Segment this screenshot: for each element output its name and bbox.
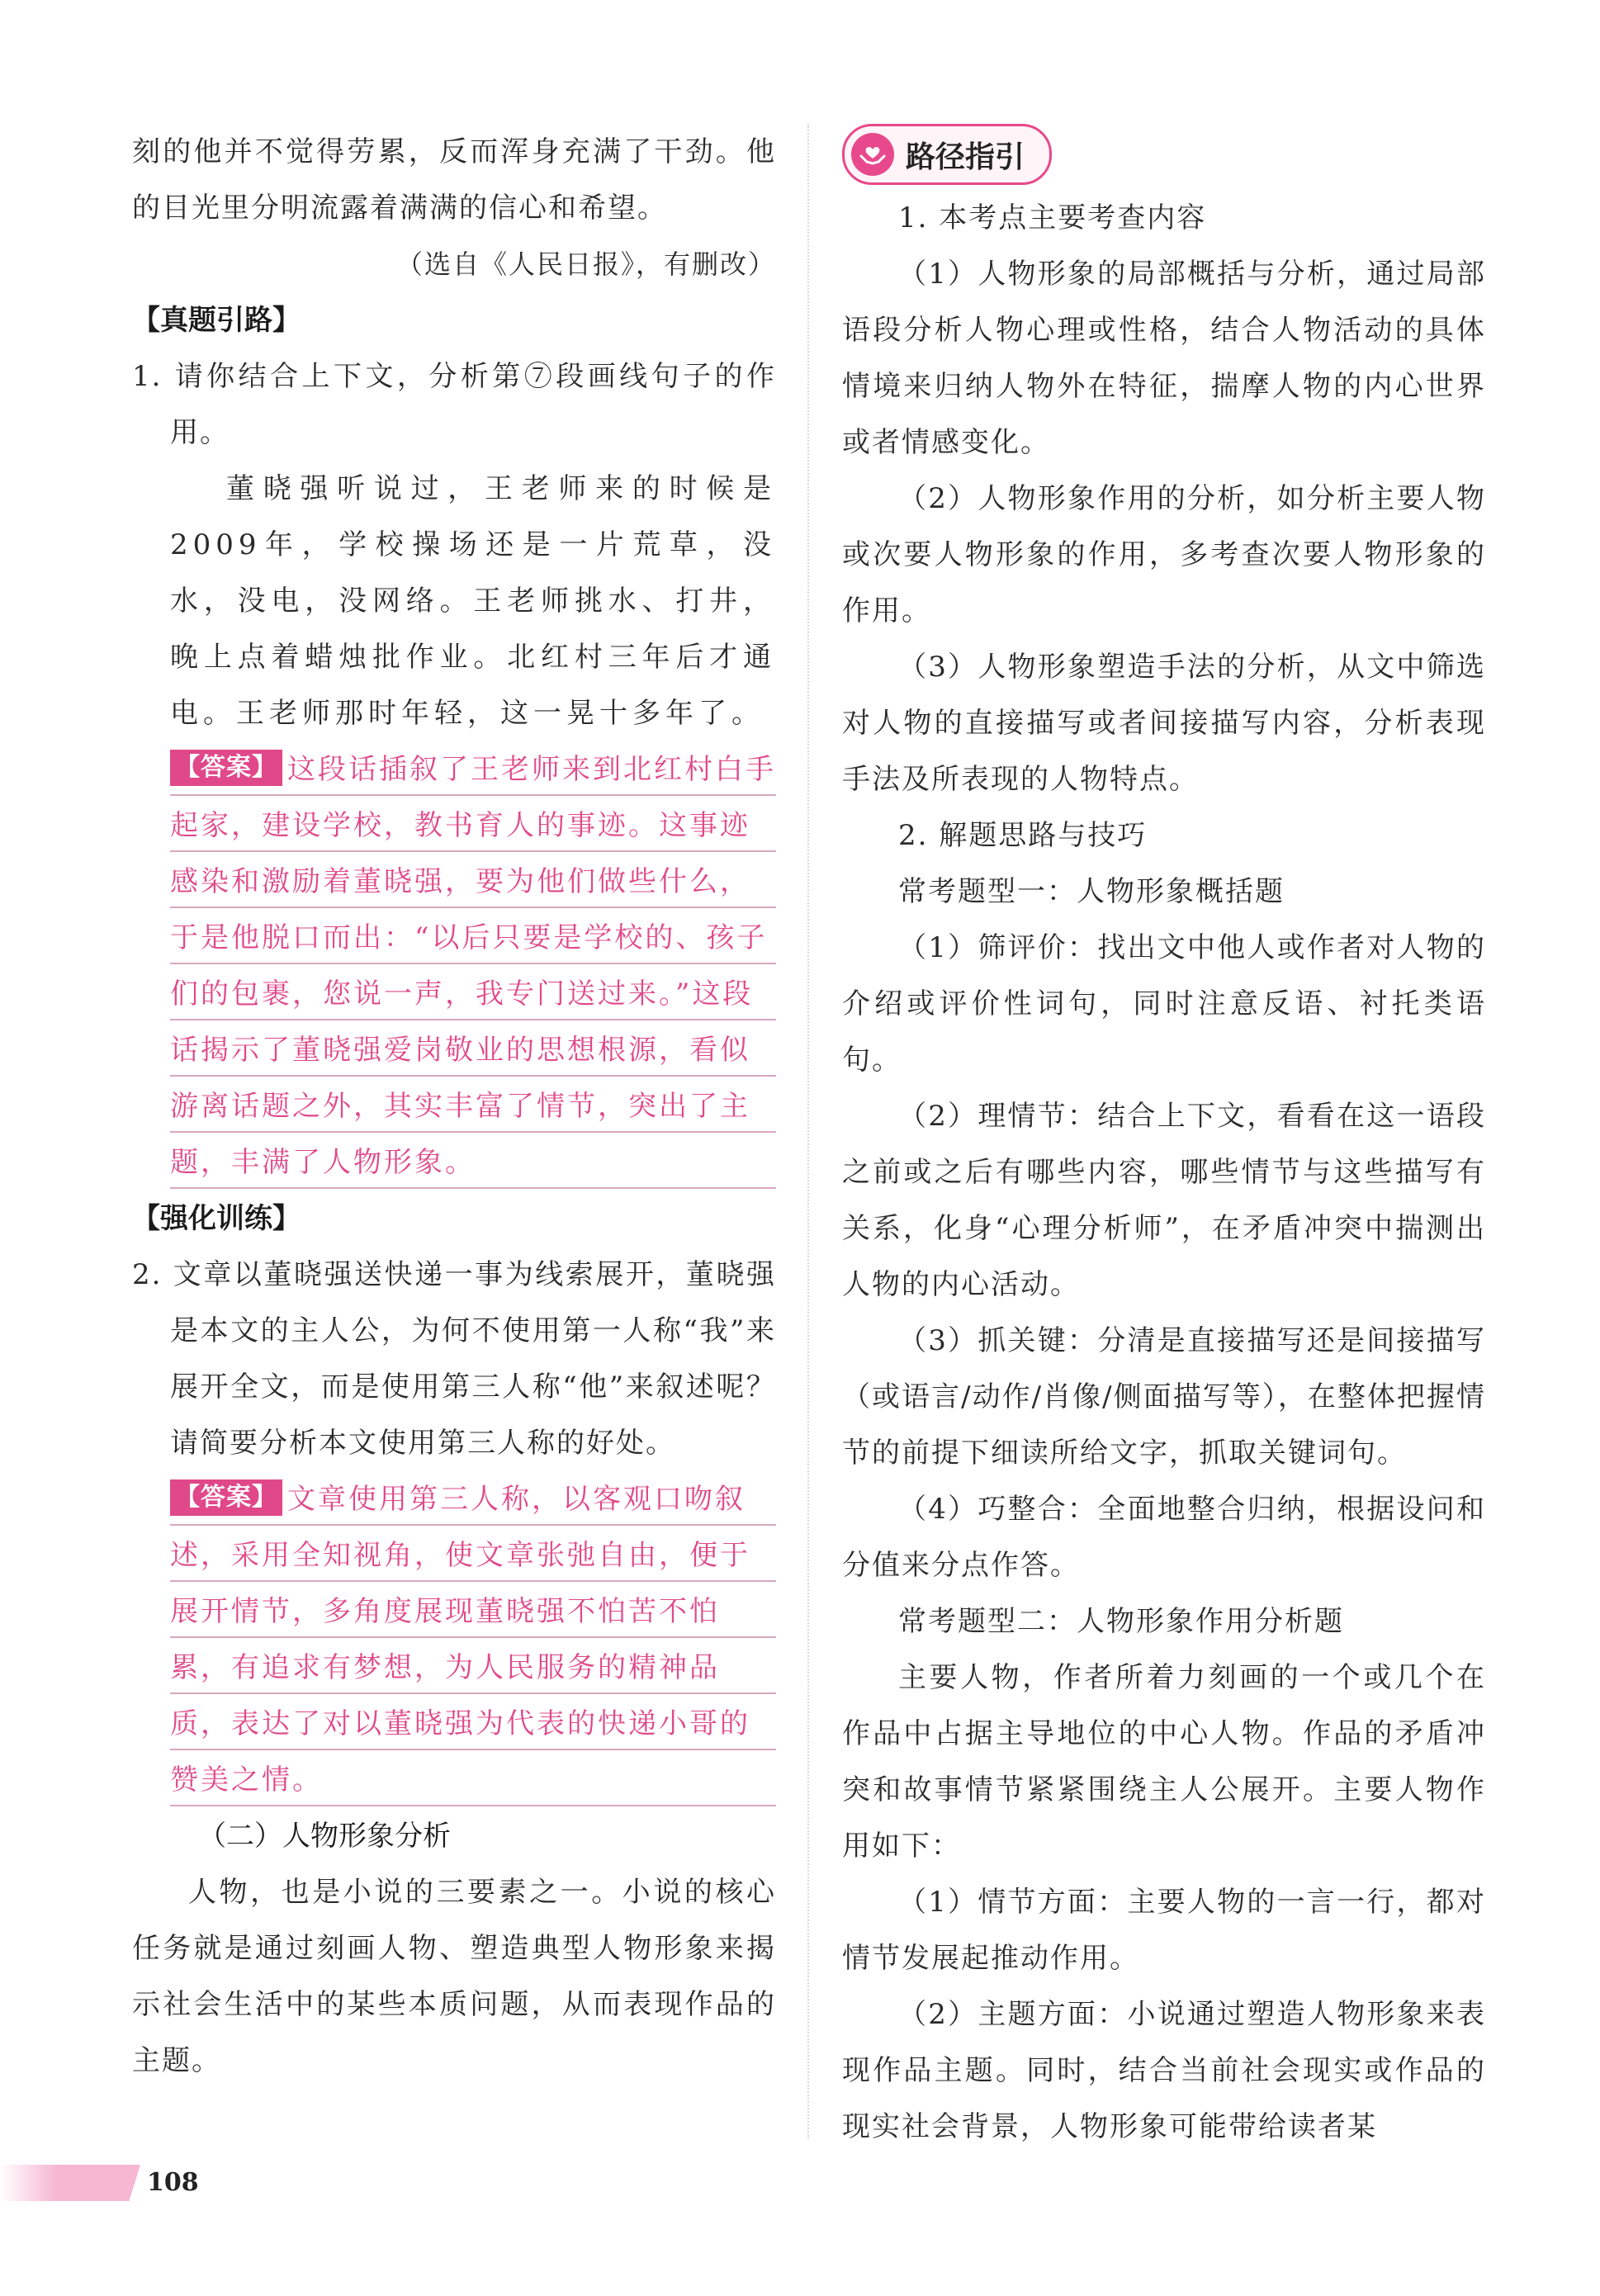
answer-2-text: 文章使用第三人称，以客观口吻叙述，采用全知视角，使文章张弛自由，便于展开情节，多角度展现董晓强不怕苦不怕累，有追求有梦想，为人民服务的精神品质，表达了对以董晓强为代表的快递小哥的赞美之情。 — [170, 1483, 750, 1797]
question-1-quote: 董晓强听说过，王老师来的时候是2009年，学校操场还是一片荒草，没水，没电，没网络。王老师挑水、打井，晚上点着蜡烛批作业。北红村三年后才通电。王老师那时年轻，这一晃十多年了。 — [170, 472, 776, 730]
question-1: 1. 请你结合上下文，分析第⑦段画线句子的作用。 — [132, 360, 776, 449]
section-title-exam-guide: 【真题引路】 — [132, 304, 301, 337]
hands-heart-icon — [851, 133, 894, 176]
right-item-10: 常考题型二：人物形象作用分析题 — [898, 1605, 1344, 1638]
path-guide-badge — [842, 124, 1052, 185]
right-item-2: （2）人物形象作用的分析，如分析主要人物或次要人物形象的作用，多考查次要人物形象的作用。 — [842, 482, 1486, 627]
right-item-9: （4）巧整合：全面地整合归纳，根据设问和分值来分点作答。 — [842, 1493, 1486, 1582]
column-divider — [807, 124, 809, 2138]
answer-1-text: 这段话插叙了王老师来到北红村白手起家，建设学校，教书育人的事迹。这事迹感染和激励着董晓强，要为他们做些什么，于是他脱口而出：“以后只要是学校的、孩子们的包裹，您说一声，我专门送过来。”这段话揭示了董晓强爱岗敬业的思想根源，看似游离话题之外，其实丰富了情节，突出了主题，丰满了人物形象。 — [170, 753, 776, 1179]
section-title-practice: 【强化训练】 — [132, 1202, 301, 1235]
answer-tag: 【答案】 — [170, 1479, 282, 1516]
right-item-8: （3）抓关键：分清是直接描写还是间接描写（或语言/动作/肖像/侧面描写等），在整体把握情节的前提下细读所给文字，抓取关键词句。 — [842, 1324, 1486, 1470]
answer-tag: 【答案】 — [170, 750, 282, 786]
right-item-13: （2）主题方面：小说通过塑造人物形象来表现作品主题。同时，结合当前社会现实或作品的现实社会背景，人物形象可能带给读者某 — [842, 1998, 1486, 2143]
page-number: 108 — [147, 2168, 199, 2197]
passage-ending: 刻的他并不觉得劳累，反而浑身充满了干劲。他的目光里分明流露着满满的信心和希望。 — [132, 135, 776, 225]
right-item-4: 2. 解题思路与技巧 — [898, 819, 1148, 852]
right-item-12: （1）情节方面：主要人物的一言一行，都对情节发展起推动作用。 — [842, 1886, 1486, 1975]
answer-1 — [170, 741, 776, 1191]
source-citation: （选自《人民日报》，有删改） — [395, 249, 776, 280]
right-item-7: （2）理情节：结合上下文，看看在这一语段之前或之后有哪些内容，哪些情节与这些描写有关系，化身“心理分析师”，在矛盾冲突中揣测出人物的内心活动。 — [842, 1100, 1486, 1301]
right-column — [842, 124, 1486, 2155]
footer-decoration — [0, 2165, 140, 2201]
right-item-5: 常考题型一：人物形象概括题 — [898, 875, 1285, 908]
right-item-0: 1. 本考点主要考查内容 — [898, 201, 1207, 234]
intro-paragraph: 人物，也是小说的三要素之一。小说的核心任务就是通过刻画人物、塑造典型人物形象来揭示社会生活中的某些本质问题，从而表现作品的主题。 — [132, 1876, 776, 2077]
subsection-title: （二）人物形象分析 — [198, 1820, 451, 1853]
answer-2 — [170, 1471, 776, 1808]
right-item-6: （1）筛评价：找出文中他人或作者对人物的介绍或评价性词句，同时注意反语、衬托类语句。 — [842, 931, 1486, 1077]
right-item-11: 主要人物，作者所着力刻画的一个或几个在作品中占据主导地位的中心人物。作品的矛盾冲突和故事情节紧紧围绕主人公展开。主要人物作用如下： — [842, 1661, 1486, 1863]
right-item-3: （3）人物形象塑造手法的分析，从文中筛选对人物的直接描写或者间接描写内容，分析表现手法及所表现的人物特点。 — [842, 651, 1486, 796]
question-2: 2. 文章以董晓强送快递一事为线索展开，董晓强是本文的主人公，为何不使用第一人称“我”来展开全文，而是使用第三人称“他”来叙述呢？请简要分析本文使用第三人称的好处。 — [132, 1258, 776, 1460]
left-column — [132, 124, 776, 2089]
badge-label: 路径指引 — [906, 140, 1025, 174]
right-item-1: （1）人物形象的局部概括与分析，通过局部语段分析人物心理或性格，结合人物活动的具体情境来归纳人物外在特征，揣摩人物的内心世界或者情感变化。 — [842, 258, 1486, 459]
